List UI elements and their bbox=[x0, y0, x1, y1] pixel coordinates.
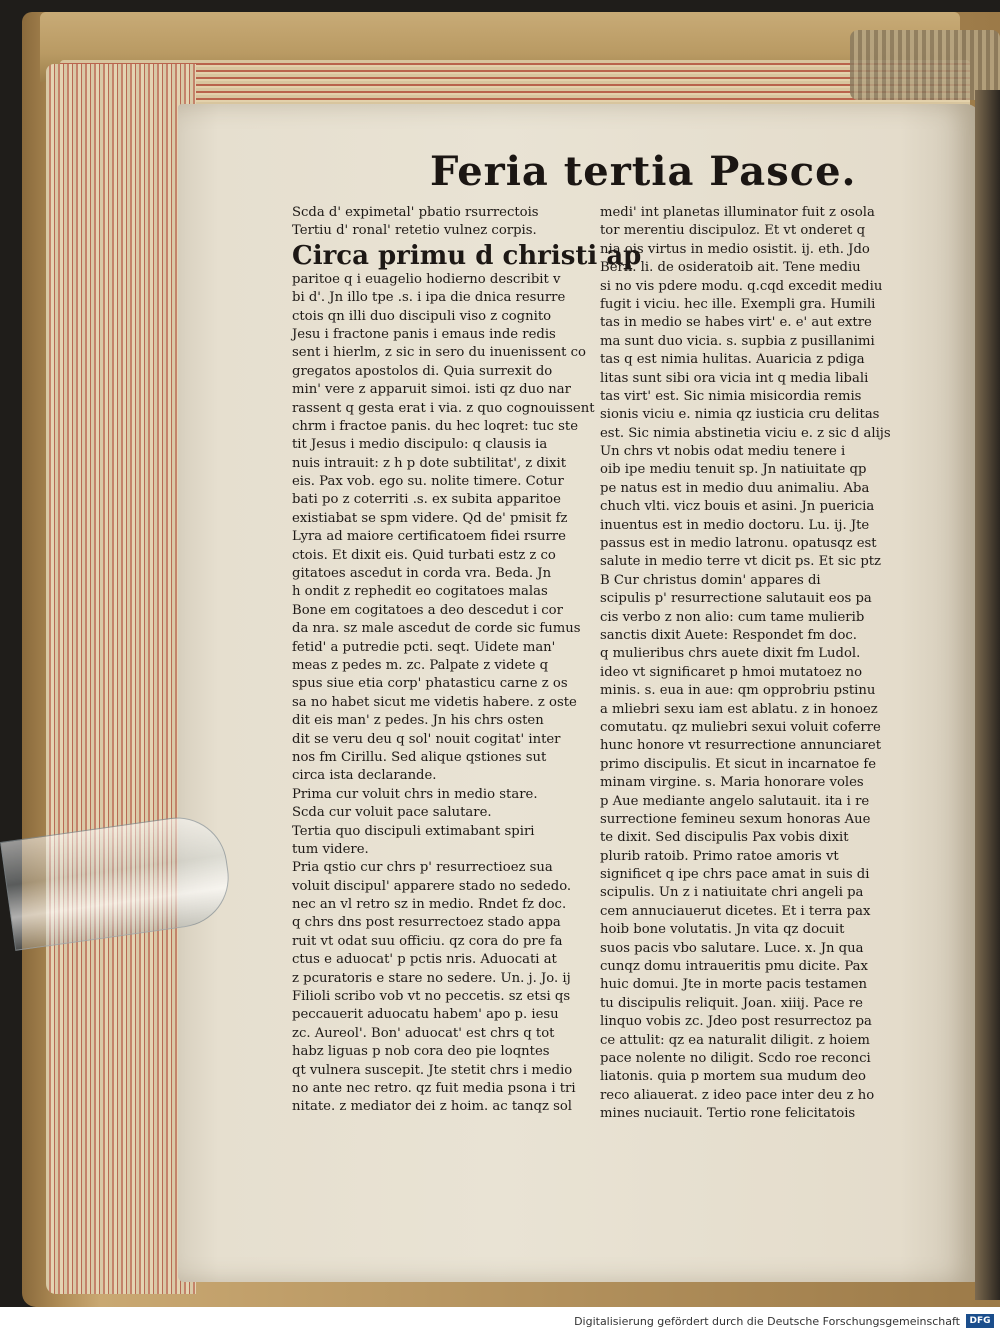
footer-credit: Digitalisierung gefördert durch die Deutsche Forschungsgemeinschaft bbox=[574, 1315, 960, 1328]
text-line: B Cur christus domin' appares di bbox=[600, 572, 821, 588]
text-line: qt vulnera suscepit. Jte stetit chrs i medio bbox=[292, 1062, 573, 1078]
text-line: nec an vl retro sz in medio. Rndet fz doc. bbox=[292, 897, 567, 913]
text-line: oib ipe mediu tenuit sp. Jn natiuitate qp bbox=[600, 462, 867, 478]
text-line: ma sunt duo vicia. s. supbia z pusillanimi bbox=[600, 333, 875, 349]
text-line: te dixit. Sed discipulis Pax vobis dixit bbox=[600, 830, 849, 846]
text-line: sanctis dixit Auete: Respondet fm doc. bbox=[600, 627, 858, 643]
text-line: Bone em cogitatoes a deo descedut i cor bbox=[292, 602, 563, 618]
text-line: paritoe q i euagelio hodierno describit v bbox=[292, 271, 561, 287]
spine-shadow bbox=[975, 90, 1000, 1300]
text-line: tas in medio se habes virt' e. e' aut extre bbox=[600, 315, 872, 331]
text-column-right bbox=[600, 204, 918, 1124]
text-line: Scda cur voluit pace salutare. bbox=[292, 805, 492, 821]
text-line: tas q est nimia hulitas. Auaricia z pdiga bbox=[600, 352, 865, 368]
text-line: ce attulit: qz ea naturalit diligit. z hoiem bbox=[600, 1032, 870, 1048]
text-line: gitatoes ascedut in corda vra. Beda. Jn bbox=[292, 566, 552, 582]
text-line: chrm i fractoe panis. du hec loqret: tuc ste bbox=[292, 418, 579, 434]
text-line: est. Sic nimia abstinetia viciu e. z sic d alijs bbox=[600, 425, 891, 441]
text-line: surrectione femineu sexum honoras Aue bbox=[600, 811, 871, 827]
text-line: ctois qn illi duo discipuli viso z cognito bbox=[292, 308, 552, 324]
text-line: hunc honore vt resurrectione annunciaret bbox=[600, 738, 881, 754]
text-line: dit se veru deu q sol' nouit cogitat' inter bbox=[292, 731, 561, 747]
text-line: Prima cur voluit chrs in medio stare. bbox=[292, 786, 538, 802]
text-line: hoib bone volutatis. Jn vita qz docuit bbox=[600, 922, 845, 938]
text-line: comutatu. qz muliebri sexui voluit coferre bbox=[600, 719, 881, 735]
text-line: scipulis. Un z i natiuitate chri angeli pa bbox=[600, 885, 864, 901]
text-line: min' vere z apparuit simoi. isti qz duo nar bbox=[292, 382, 571, 398]
text-line: dit eis man' z pedes. Jn his chrs osten bbox=[292, 713, 544, 729]
text-line: q mulieribus chrs auete dixit fm Ludol. bbox=[600, 646, 861, 662]
text-line: Bern. li. de osideratoib ait. Tene mediu bbox=[600, 260, 861, 276]
text-line: passus est in medio latronu. opatusqz est bbox=[600, 536, 877, 552]
text-line: Lyra ad maiore certificatoem fidei rsurre bbox=[292, 529, 566, 545]
text-line: mines nuciauit. Tertio rone felicitatois bbox=[600, 1106, 856, 1122]
text-line: spus siue etia corp' phatasticu carne z os bbox=[292, 676, 568, 692]
text-line: Scda d' expimetal' pbatio rsurrectois bbox=[292, 205, 539, 220]
text-line: primo discipulis. Et sicut in incarnatoe fe bbox=[600, 756, 877, 772]
text-line: bi d'. Jn illo tpe .s. i ipa die dnica resurre bbox=[292, 290, 566, 306]
text-line: pace nolente no diligit. Scdo roe reconci bbox=[600, 1050, 871, 1066]
text-line: zc. Aureol'. Bon' aduocat' est chrs q tot bbox=[292, 1025, 555, 1041]
text-line: rassent q gesta erat i via. z quo cognouissent bbox=[292, 400, 595, 416]
text-line: liatonis. quia p mortem sua mudum deo bbox=[600, 1069, 866, 1085]
text-line: nitate. z mediator dei z hoim. ac tanqz sol bbox=[292, 1099, 573, 1115]
text-line: cem annuciauerut dicetes. Et i terra pax bbox=[600, 903, 871, 919]
text-line: nos fm Cirillu. Sed alique qstiones sut bbox=[292, 749, 547, 765]
text-line: pe natus est in medio duu animaliu. Aba bbox=[600, 480, 870, 496]
text-line: Tertia quo discipuli extimabant spiri bbox=[292, 823, 535, 839]
text-line: da nra. sz male ascedut de corde sic fumus bbox=[292, 621, 581, 637]
text-line: nia ois virtus in medio osistit. ij. eth. Jdo bbox=[600, 241, 870, 257]
text-line: cunqz domu intraueritis pmu dicite. Pax bbox=[600, 959, 868, 975]
text-line: huic domui. Jte in morte pacis testamen bbox=[600, 977, 867, 993]
text-line: medi' int planetas illuminator fuit z osola bbox=[600, 205, 875, 220]
text-line: Circa primu d christi ap bbox=[292, 240, 642, 271]
text-line: fetid' a putredie pcti. seqt. Uidete man' bbox=[292, 639, 556, 655]
text-line: meas z pedes m. zc. Palpate z videte q bbox=[292, 657, 549, 673]
text-line: tor merentiu discipuloz. Et vt onderet q bbox=[600, 223, 866, 239]
text-line: scipulis p' resurrectione salutauit eos pa bbox=[600, 591, 872, 607]
text-line: a mliebri sexu iam est ablatu. z in honoez bbox=[600, 701, 878, 717]
text-line: chuch vlti. vicz bouis et asini. Jn puericia bbox=[600, 499, 875, 515]
text-line: tit Jesus i medio discipulo: q clausis ia bbox=[292, 437, 548, 453]
text-line: fugit i viciu. hec ille. Exempli gra. Humili bbox=[600, 296, 876, 312]
text-line: peccauerit aduocatu habem' apo p. iesu bbox=[292, 1007, 559, 1023]
text-line: ruit vt odat suu officiu. qz cora do pre fa bbox=[292, 933, 563, 949]
text-line: gregatos apostolos di. Quia surrexit do bbox=[292, 363, 553, 379]
text-line: tas virt' est. Sic nimia misicordia remis bbox=[600, 388, 862, 404]
text-line: minis. s. eua in aue: qm opprobriu pstinu bbox=[600, 683, 876, 699]
text-line: ideo vt significaret p hmoi mutatoez no bbox=[600, 664, 863, 680]
text-line: sa no habet sicut me videtis habere. z oste bbox=[292, 694, 577, 710]
text-line: Jesu i fractone panis i emaus inde redis bbox=[292, 326, 556, 342]
text-line: inuentus est in medio doctoru. Lu. ij. Jte bbox=[600, 517, 870, 533]
text-line: litas sunt sibi ora vicia int q media libali bbox=[600, 370, 869, 386]
text-line: reco aliauerat. z ideo pace inter deu z ho bbox=[600, 1087, 875, 1103]
text-line: Pria qstio cur chrs p' resurrectioez sua bbox=[292, 860, 553, 876]
text-line: circa ista declarande. bbox=[292, 768, 437, 784]
text-line: h ondit z rephedit eo cogitatoes malas bbox=[292, 584, 548, 600]
text-line: Filioli scribo vob vt no peccetis. sz etsi qs bbox=[292, 989, 571, 1005]
page-fore-edge bbox=[46, 64, 196, 1294]
text-line: Tertiu d' ronal' retetio vulnez corpis. bbox=[292, 223, 537, 239]
text-line: bati po z coterriti .s. ex subita apparitoe bbox=[292, 492, 561, 508]
text-line: p Aue mediante angelo salutauit. ita i re bbox=[600, 793, 870, 809]
text-line: voluit discipul' apparere stado no sededo. bbox=[292, 878, 572, 894]
text-column-left bbox=[292, 204, 642, 1117]
text-line: habz liguas p nob cora deo pie loqntes bbox=[292, 1044, 550, 1060]
text-line: linquo vobis zc. Jdeo post resurrectoz pa bbox=[600, 1014, 872, 1030]
text-line: q chrs dns post resurrectoez stado appa bbox=[292, 915, 561, 931]
text-line: tum videre. bbox=[292, 841, 369, 857]
text-line: ctois. Et dixit eis. Quid turbati estz z co bbox=[292, 547, 556, 563]
text-line: significet q ipe chrs pace amat in suis di bbox=[600, 867, 870, 883]
text-line: sent i hierlm, z sic in sero du inuenissent co bbox=[292, 345, 587, 361]
text-line: no ante nec retro. qz fuit media psona i tri bbox=[292, 1080, 576, 1096]
text-line: salute in medio terre vt dicit ps. Et sic ptz bbox=[600, 554, 882, 570]
text-line: plurib ratoib. Primo ratoe amoris vt bbox=[600, 848, 839, 864]
text-line: cis verbo z non alio: cum tame mulierib bbox=[600, 609, 865, 625]
text-line: ctus e aduocat' p pctis nris. Aduocati at bbox=[292, 952, 557, 968]
text-line: nuis intrauit: z h p dote subtilitat', z dixit bbox=[292, 455, 567, 471]
text-line: eis. Pax vob. ego su. nolite timere. Cotur bbox=[292, 474, 564, 490]
text-line: si no vis pdere modu. q.cqd excedit mediu bbox=[600, 278, 883, 294]
text-line: tu discipulis reliquit. Joan. xiiij. Pace re bbox=[600, 995, 863, 1011]
text-line: z pcuratoris e stare no sedere. Un. j. Jo. ij bbox=[292, 970, 571, 986]
text-line: suos pacis vbo salutare. Luce. x. Jn qua bbox=[600, 940, 864, 956]
text-line: Un chrs vt nobis odat mediu tenere i bbox=[600, 444, 846, 460]
dfg-logo: DFG bbox=[966, 1314, 994, 1328]
text-line: minam virgine. s. Maria honorare voles bbox=[600, 775, 864, 791]
page-heading: Feria tertia Pasce. bbox=[430, 148, 857, 195]
text-line: existiabat se spm videre. Qd de' pmisit fz bbox=[292, 510, 568, 526]
footer-bar bbox=[0, 1307, 1000, 1337]
text-line: sionis viciu e. nimia qz iusticia cru delitas bbox=[600, 407, 880, 423]
